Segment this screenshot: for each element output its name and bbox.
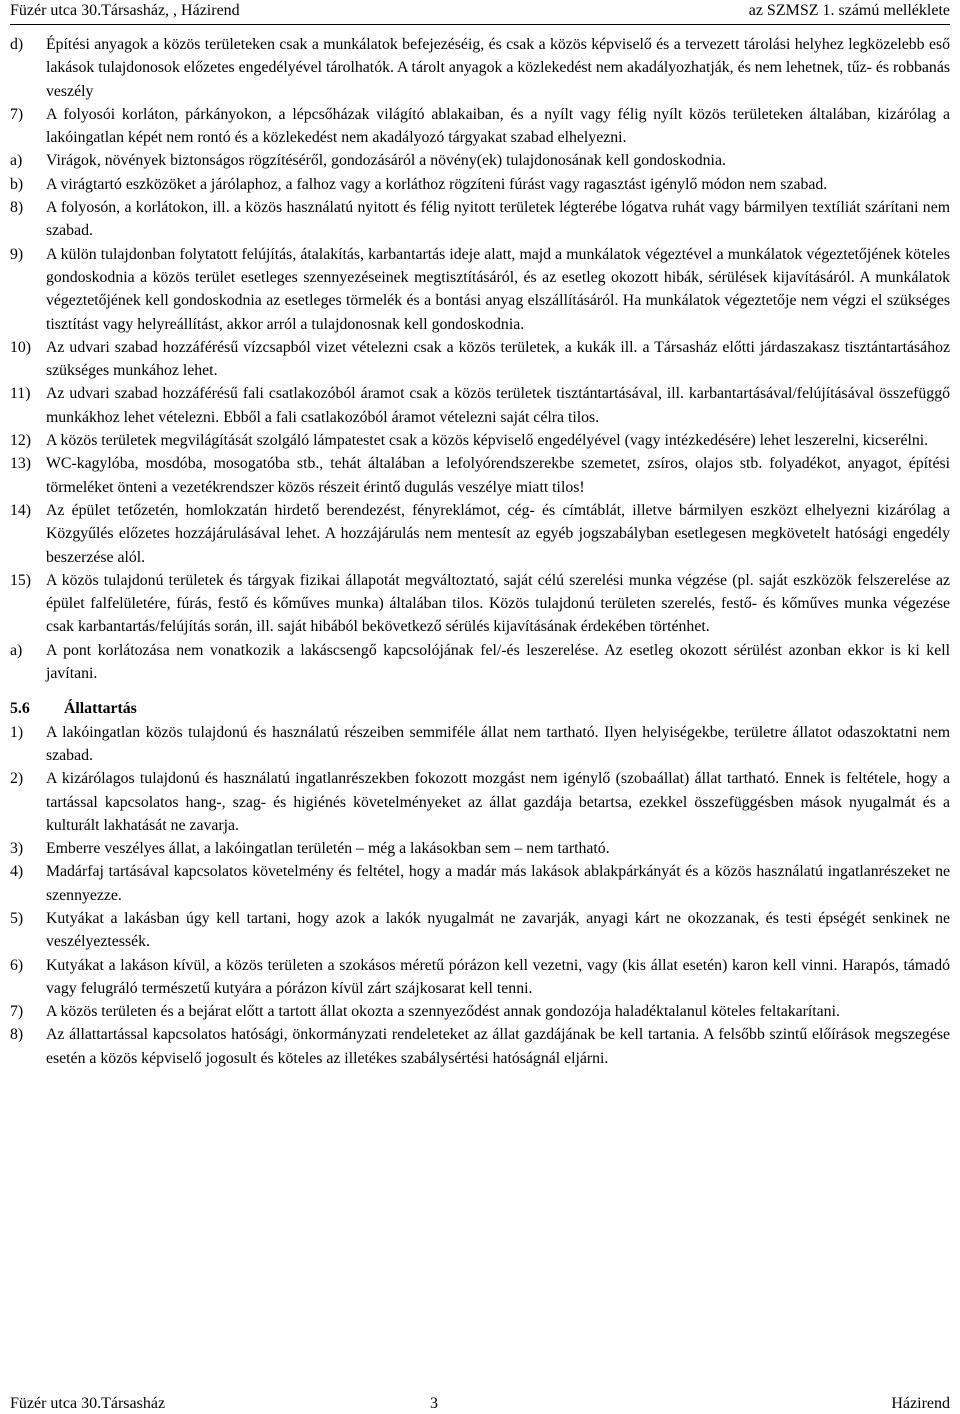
page-number: 3 (430, 1395, 438, 1412)
list-item (10, 860, 950, 907)
item-number: b) (10, 175, 24, 193)
list-item (10, 767, 950, 837)
item-text: Madárfaj tartásával kapcsolatos követelmény és feltétel, hogy a madár más lakások ablakpárkányát és a közös használatú ingatlanrészeket ne szennyezze. (46, 863, 950, 904)
item-number: 15) (10, 571, 32, 589)
list-item (10, 499, 950, 569)
list-item (10, 1000, 950, 1023)
item-text: Virágok, növények biztonságos rögzítéséről, gondozásáról a növény(ek) tulajdonosának kell gondoskodnia. (46, 152, 726, 170)
rules-list-part1 (10, 33, 950, 685)
item-text: A lakóingatlan közös tulajdonú és használatú részeiben semmiféle állat nem tartható. Ilyen helyiségekbe, területre állatot odaszoktatni nem szabad. (46, 723, 950, 764)
list-item (10, 837, 950, 860)
item-number: a) (10, 641, 23, 659)
item-text: WC-kagylóba, mosdóba, mosogatóba stb., tehát általában a lefolyórendszerekbe szemetet, zsíros, olajos stb. folyadékot, anyagot, építési törmeléket önteni a vezetékrendszer közös részeit érintő dugulás veszélye miatt tilos! (46, 455, 950, 496)
header-left: Füzér utca 30.Társasház, , Házirend (10, 2, 240, 19)
section-number: 5.6 (10, 700, 30, 718)
item-number: 9) (10, 245, 24, 263)
rules-list-part2 (10, 721, 950, 1070)
footer-left: Füzér utca 30.Társasház (10, 1395, 166, 1412)
footer-right: Házirend (891, 1395, 950, 1412)
list-item (10, 149, 950, 172)
list-item (10, 954, 950, 1001)
list-item (10, 1023, 950, 1070)
item-text: A kizárólagos tulajdonú és használatú ingatlanrészekben fokozott mozgást nem igénylő (szobaállat) állat tartható. Ennek is feltétele, hogy a tartással kapcsolatos hang-, szag- és higiénés követelményeket az állat gazdája betartsa, ezekkel összefüggésben mások nyugalmát és a kulturált lakhatását ne zavarja. (46, 770, 950, 834)
document-body (10, 33, 950, 1070)
item-number: 14) (10, 501, 32, 519)
item-number: 6) (10, 956, 24, 974)
item-number: 3) (10, 840, 24, 858)
list-item (10, 382, 950, 429)
item-number: 13) (10, 455, 32, 473)
item-number: d) (10, 36, 24, 53)
item-number: 4) (10, 863, 24, 881)
item-number: a) (10, 152, 23, 170)
section-heading (10, 697, 950, 720)
item-text: Emberre veszélyes állat, a lakóingatlan területén – még a lakásokban sem – nem tartható. (46, 840, 610, 858)
list-item (10, 429, 950, 452)
item-text: A folyosón, a korlátokon, ill. a közös használatú nyitott és félig nyitott területek légterébe lógatva ruhát vagy bármilyen textíliát szárítani nem szabad. (46, 199, 950, 240)
item-number: 11) (10, 385, 31, 403)
item-text: Az állattartással kapcsolatos hatósági, önkormányzati rendeleteket az állat gazdájának be kell tartania. A felsőbb szintű előírások megszegése esetén a közös képviselő jogosult és köteles az illetékes szabálysértési hatóságnál eljárni. (46, 1026, 950, 1067)
section-title: Állattartás (64, 700, 137, 718)
list-item (10, 452, 950, 499)
item-text: Az udvari szabad hozzáférésű fali csatlakozóból áramot csak a közös területek tisztántartásával, ill. karbantartásával/felújításával összefüggő munkákhoz lehet vételezni. Ebből a fali csatlakozóból áramot vételezni saját célra tilos. (46, 385, 950, 426)
item-text: Kutyákat a lakásban úgy kell tartani, hogy azok a lakók nyugalmát ne zavarják, anyagi kárt ne okozzanak, és testi épségét senkinek ne veszélyeztessék. (46, 909, 950, 951)
item-text: Az udvari szabad hozzáférésű vízcsapból vizet vételezni csak a közös területek, a kukák ill. a Társasház előtti járdaszakasz tisztántartásához szükséges munkához lehet. (46, 338, 950, 380)
item-text: A folyosói korláton, párkányokon, a lépcsőházak világító ablakaiban, és a nyílt vagy félig nyílt közös területeken általában, kizárólag a lakóingatlan képét nem rontó és a közlekedést nem akadályozó tárgyakat szabad elhelyezni. (46, 105, 950, 147)
list-item (10, 173, 950, 196)
item-number: 10) (10, 338, 32, 356)
item-text: A közös területen és a bejárat előtt a tartott állat okozta a szennyeződést annak gondozója haladéktalanul köteles feltakarítani. (46, 1003, 840, 1021)
list-item (10, 336, 950, 383)
item-text: Az épület tetőzetén, homlokzatán hirdető berendezést, fényreklámot, cég- és címtáblát, illetve bármilyen eszközt elhelyezni kizárólag a Közgyűlés előzetes hozzájárulásával lehet. A hozzájárulás nem mentesít az egyéb jogszabályban esetlegesen megkövetelt hatósági engedély beszerzése alól. (46, 501, 950, 566)
item-text: Kutyákat a lakáson kívül, a közös területen a szokásos méretű pórázon kell vezetni, vagy (kis állat esetén) karon kell vinni. Harapós, támadó vagy felugráló természetű kutyára a pórázon kívül zárt szájkosarat kell tenni. (46, 956, 950, 997)
list-item (10, 33, 950, 103)
list-item (10, 103, 950, 150)
item-text: Építési anyagok a közös területeken csak a munkálatok befejezéséig, és csak a közös képviselő és a tervezett tárolási helyhez legközelebb eső lakások tulajdonosok előzetes engedélyével tárolhatók. A tárolt anyagok a közlekedést nem akadályozhatják, és nem lehetnek, tűz- és robbanás veszély (46, 36, 950, 100)
page-header (10, 0, 950, 25)
item-number: 8) (10, 199, 24, 217)
list-item (10, 639, 950, 686)
item-number: 7) (10, 1003, 24, 1021)
item-text: A pont korlátozása nem vonatkozik a lakáscsengő kapcsolójának fel/-és leszerelése. Az esetleg okozott sérülést azonban ekkor is ki kell javítani. (46, 641, 950, 683)
list-item (10, 569, 950, 639)
item-number: 2) (10, 770, 24, 788)
item-number: 8) (10, 1026, 24, 1044)
list-item (10, 243, 950, 336)
list-item (10, 907, 950, 954)
item-text: A közös területek megvilágítását szolgáló lámpatestet csak a közös képviselő engedélyével (vagy intézkedésére) lehet leszerelni, kicserélni. (46, 432, 929, 450)
item-number: 7) (10, 105, 24, 123)
item-text: A közös tulajdonú területek és tárgyak fizikai állapotát megváltoztató, saját célú szerelési munka végzése (pl. saját eszközök felszerelése az épület falfelületére, fúrás, festő és kőműves munka) általában tilos. Közös tulajdonú területen szerelés, festő- és kőműves munka végezése csak karbantartás/felújítás során, ill. saját hibából bekövetkező sérülés kijavításának érdekében történhet. (46, 571, 950, 636)
item-text: A külön tulajdonban folytatott felújítás, átalakítás, karbantartás ideje alatt, majd a munkálatok végeztével a munkálatok végeztetőjének köteles gondoskodnia a közös terület esetleges szennyezéseinek megtisztításáról, és az esetleg okozott hibák, sérülések kijavításáról. A munkálatok végeztetőjének kell gondoskodnia az esetleges törmelék és a bontási anyag elszállításáról. Ha munkálatok végeztetője nem végzi el szükséges tisztítást vagy helyreállítást, akkor arról a tulajdonosnak kell gondoskodnia. (46, 245, 950, 333)
list-item (10, 721, 950, 768)
item-number: 5) (10, 909, 24, 927)
item-text: A virágtartó eszközöket a járólaphoz, a falhoz vagy a korláthoz rögzíteni fúrást vagy ragasztást igénylő módon nem szabad. (46, 175, 828, 193)
header-right: az SZMSZ 1. számú melléklete (748, 2, 950, 19)
item-number: 12) (10, 432, 32, 450)
item-number: 1) (10, 723, 24, 741)
list-item (10, 196, 950, 243)
